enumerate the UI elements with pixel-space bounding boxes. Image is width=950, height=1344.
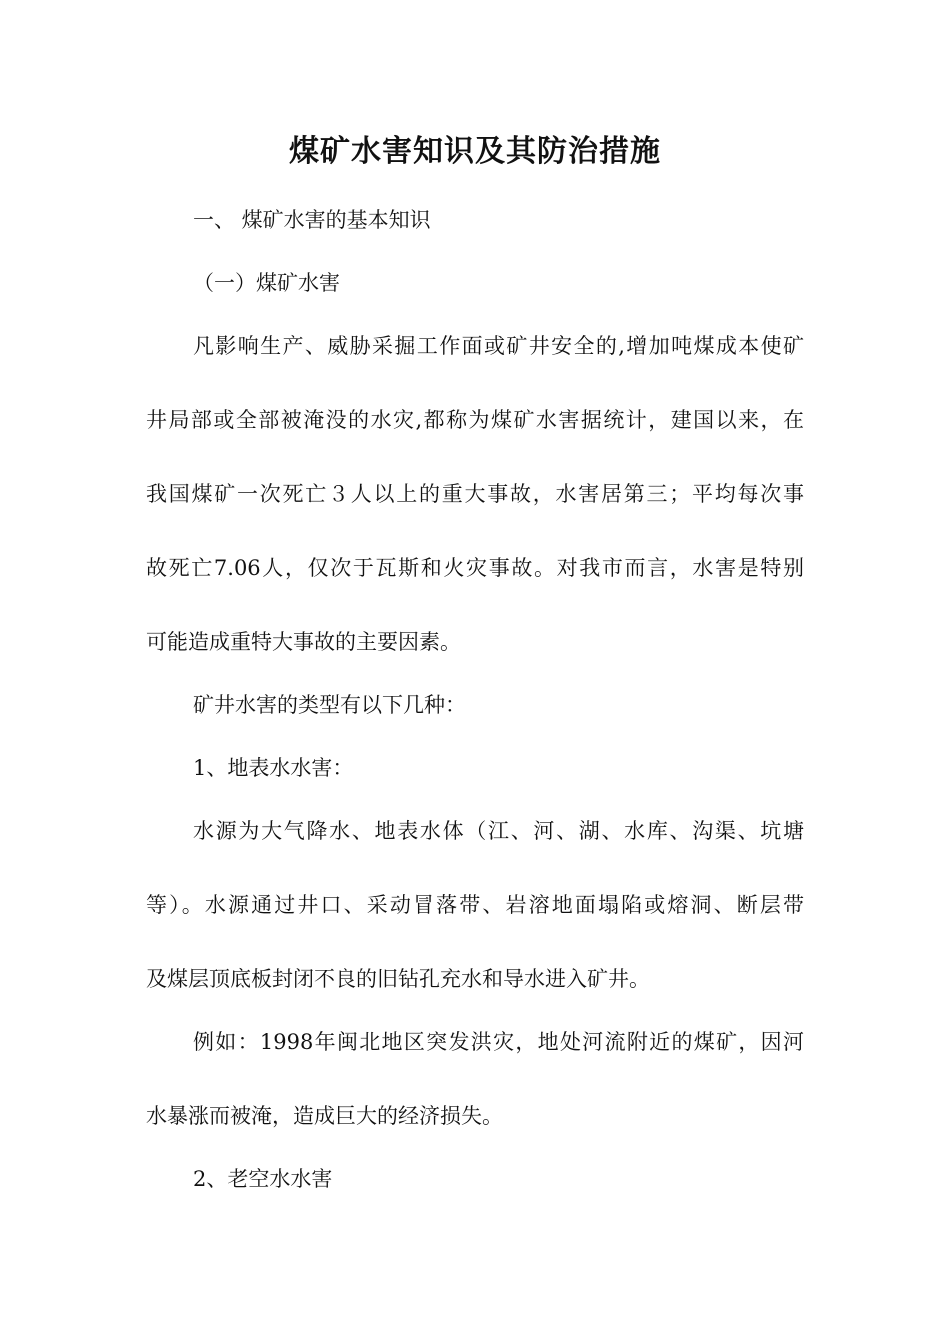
paragraph-line: 故死亡7.06人，仅次于瓦斯和火灾事故。对我市而言，水害是特别 [146,556,804,580]
type1-heading: 1、地表水水害： [193,756,354,780]
paragraph-line: 及煤层顶底板封闭不良的旧钻孔充水和导水进入矿井。 [146,967,650,991]
paragraph-line: 井局部或全部被淹没的水灾,都称为煤矿水害据统计，建国以来，在 [146,408,804,432]
document-title: 煤矿水害知识及其防治措施 [289,134,661,169]
type2-heading: 2、老空水水害 [193,1167,333,1191]
paragraph-line: 水暴涨而被淹，造成巨大的经济损失。 [146,1104,503,1128]
section-heading: 一、 煤矿水害的基本知识 [193,208,431,232]
paragraph-line: 水源为大气降水、地表水体（江、河、湖、水库、沟渠、坑塘 [193,819,804,843]
paragraph-line: 我国煤矿一次死亡３人以上的重大事故，水害居第三；平均每次事 [146,482,804,506]
paragraph-line: 例如：1998年闽北地区突发洪灾，地处河流附近的煤矿，因河 [193,1030,804,1054]
paragraph-line: 等）。水源通过井口、采动冒落带、岩溶地面塌陷或熔洞、断层带 [146,893,804,917]
paragraph-line: 可能造成重特大事故的主要因素。 [146,630,461,654]
types-intro: 矿井水害的类型有以下几种： [193,693,466,717]
paragraph-line: 凡影响生产、威胁采掘工作面或矿井安全的,增加吨煤成本使矿 [193,334,804,358]
subsection-heading: （一）煤矿水害 [193,271,340,295]
